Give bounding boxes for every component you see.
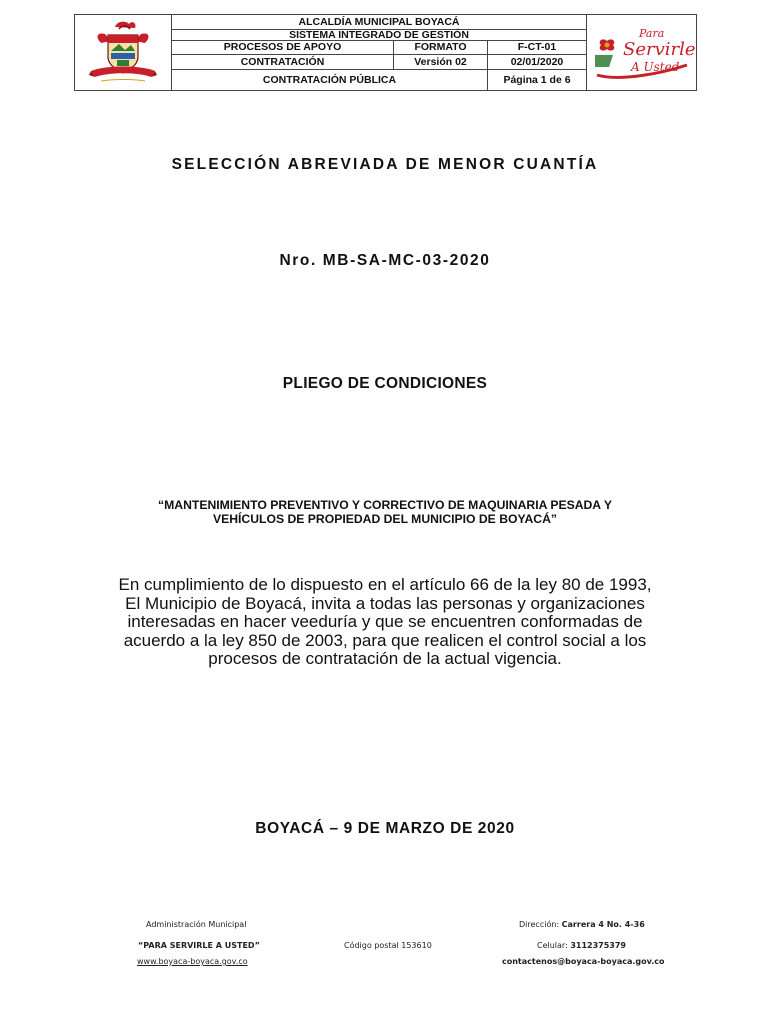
header-format-label: FORMATO <box>394 41 488 55</box>
header-version: Versión 02 <box>394 55 488 70</box>
paragraph-line: interesadas en hacer veeduría y que se encuentren conformadas de <box>127 612 643 631</box>
footer-email-text: contactenos@boyaca-boyaca.gov.co <box>502 957 665 966</box>
footer-slogan-text: “PARA SERVIRLE A USTED” <box>138 941 260 950</box>
footer-phone-value: 3112375379 <box>570 941 626 950</box>
coat-of-arms-icon <box>75 15 171 90</box>
oversight-invitation-paragraph <box>0 576 770 669</box>
footer-slogan <box>138 941 260 950</box>
logo-text-para: Para <box>639 27 665 40</box>
municipal-coat-of-arms-logo <box>75 15 172 90</box>
header-system: SISTEMA INTEGRADO DE GESTIÓN <box>172 30 586 41</box>
contract-object-line-1: “MANTENIMIENTO PREVENTIVO Y CORRECTIVO DE MAQUINARIA PESADA Y <box>158 498 612 512</box>
footer-admin: Administración Municipal <box>146 920 247 929</box>
header-section: CONTRATACIÓN PÚBLICA <box>172 70 488 90</box>
footer-address <box>519 920 645 929</box>
footer-website-link[interactable]: www.boyaca-boyaca.gov.co <box>137 957 248 966</box>
document-header <box>74 14 697 91</box>
footer-phone <box>537 941 626 950</box>
header-info-grid <box>172 15 586 90</box>
document-type: PLIEGO DE CONDICIONES <box>282 375 488 392</box>
footer-email[interactable] <box>502 957 664 966</box>
header-org: ALCALDÍA MUNICIPAL BOYACÁ <box>172 15 586 30</box>
header-process: PROCESOS DE APOYO <box>172 41 394 55</box>
contract-object <box>0 498 770 526</box>
paragraph-line: acuerdo a la ley 850 de 2003, para que realicen el control social a los <box>123 630 647 650</box>
contract-object-line-2: VEHÍCULOS DE PROPIEDAD DEL MUNICIPIO DE BOYACÁ” <box>212 512 557 526</box>
footer-phone-label: Celular: <box>537 941 568 950</box>
header-code: F-CT-01 <box>488 41 586 55</box>
header-date: 02/01/2020 <box>488 55 586 70</box>
paragraph-line: El Municipio de Boyacá, invita a todas las personas y organizaciones <box>125 593 645 613</box>
logo-text-a-usted: A Usted <box>631 60 680 74</box>
footer-postal: Código postal 153610 <box>344 941 432 950</box>
document-title: SELECCIÓN ABREVIADA DE MENOR CUANTÍA <box>171 156 599 173</box>
header-page: Página 1 de 6 <box>503 73 571 86</box>
document-number: Nro. MB-SA-MC-03-2020 <box>279 252 491 269</box>
paragraph-line: procesos de contratación de la actual vigencia. <box>208 649 562 668</box>
header-subprocess: CONTRATACIÓN <box>172 55 394 70</box>
slogan-logo-icon <box>587 15 696 90</box>
paragraph-line: En cumplimiento de lo dispuesto en el artículo 66 de la ley 80 de 1993, <box>118 575 652 594</box>
place-and-date: BOYACÁ – 9 DE MARZO DE 2020 <box>255 820 515 837</box>
para-servirle-logo <box>586 15 696 90</box>
logo-text-servirle: Servirle <box>623 39 696 60</box>
footer-address-value: Carrera 4 No. 4-36 <box>561 920 645 929</box>
footer-address-label: Dirección: <box>519 920 560 929</box>
